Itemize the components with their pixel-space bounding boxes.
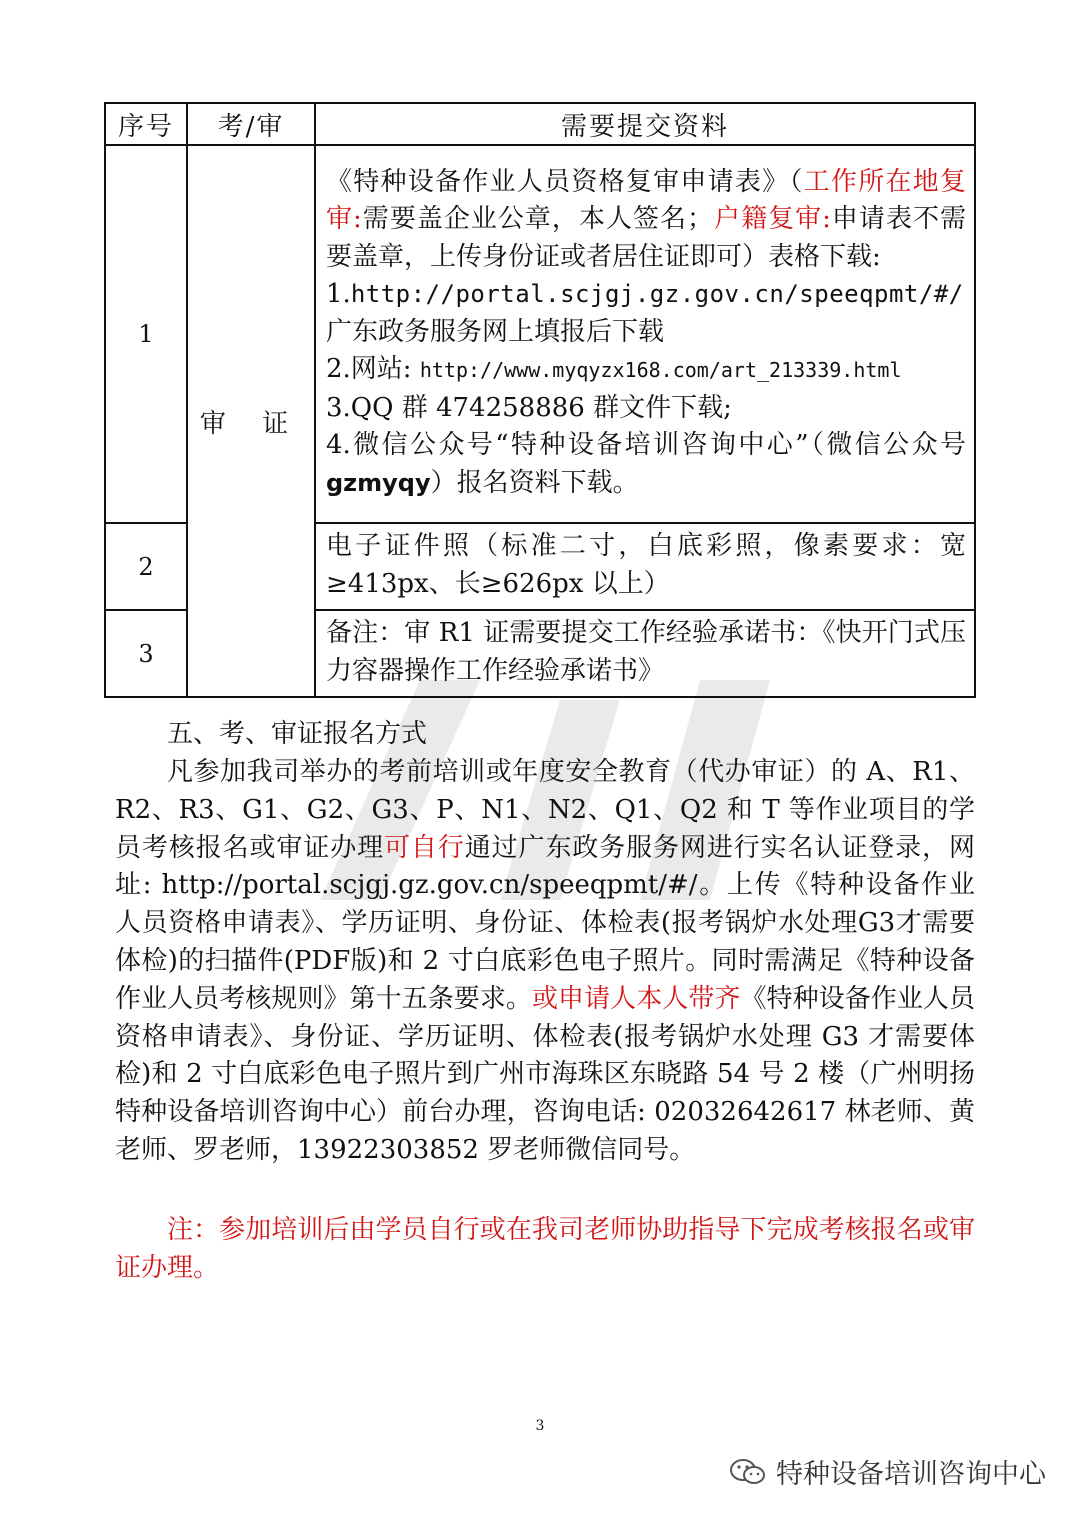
row-content — [315, 145, 975, 523]
wechat-icon — [728, 1457, 768, 1487]
row-content: 备注：审 R1 证需要提交工作经验承诺书：《快开门式压力容器操作工作经验承诺书》 — [315, 610, 975, 697]
item2-prefix: 2.网站: — [326, 354, 412, 385]
table-header-row — [105, 103, 975, 145]
header-kind: 考/审 — [187, 103, 315, 145]
para-red-1: 可自行 — [384, 832, 465, 863]
intro-red-1: 工作所在地复审: — [326, 166, 966, 235]
intro-text-3: 申请表不需要盖章，上传身份证或者居住证即可）表格下载: — [326, 204, 966, 272]
para-red-2: 或申请人本人带齐 — [531, 983, 741, 1014]
requirements-table — [104, 102, 976, 698]
item-3: 3.QQ 群 474258886 群文件下载; — [326, 392, 732, 423]
footer-source — [728, 1452, 1046, 1491]
item4-suffix: ）报名资料下载。 — [430, 467, 639, 498]
row-index: 1 — [105, 145, 187, 523]
para-text-3: 《特种设备作业人员资格申请表》、身份证、学历证明、体检表(报考锅炉水处理 G3 才需要体检)和 2 寸白底彩色电子照片到广州市海珠区东晓路 54 号 2 楼（广州明扬特种设备培训咨询中心）前台办理，咨询电话: 02032642617 林老师、黄老师、罗老师，13922303852 罗老师微信同号。 — [115, 983, 975, 1165]
intro-text-2: 需要盖企业公章，本人签名； — [361, 204, 714, 235]
intro-text: 《特种设备作业人员资格复审申请表》（ — [326, 166, 804, 197]
section5-note: 注：参加培训后由学员自行或在我司老师协助指导下完成考核报名或审证办理。 — [115, 1215, 975, 1283]
item1-prefix: 1. — [326, 279, 351, 310]
kind-cell: 审 证 — [187, 145, 315, 697]
portal-link[interactable]: http://portal.scjgj.gz.gov.cn/speeqpmt/#/ — [350, 280, 964, 309]
page-number: 3 — [535, 1418, 545, 1434]
wechat-id: gzmyqy — [326, 468, 431, 497]
row-index: 3 — [105, 610, 187, 697]
website-link[interactable]: http://www.myqyzx168.com/art_213339.html — [419, 358, 902, 383]
section-title — [115, 716, 975, 754]
para-text-1: 凡参加我司举办的考前培训或年度安全教育（代办审证）的 A、R1、R2、R3、G1、G2、G3、P、N1、N2、Q1、Q2 和 T 等作业项目的学员考核报名或审证办理 — [115, 757, 975, 863]
row1-intro — [326, 164, 966, 277]
item-4 — [326, 427, 966, 502]
intro-red-2: 户籍复审: — [713, 204, 831, 235]
footer-source-name: 特种设备培训咨询中心 — [776, 1459, 1046, 1490]
section5-heading: 五、考、审证报名方式 — [167, 719, 428, 749]
header-index: 序号 — [105, 103, 187, 145]
section5-paragraph — [115, 754, 975, 1170]
row-index: 2 — [105, 523, 187, 610]
item-1 — [326, 276, 966, 314]
item1-suffix: 广东政务服务网上填报后下载 — [326, 316, 665, 347]
para-text-2: 通过广东政务服务网进行实名认证登录，网址: http://portal.scjgj.gz.gov.cn/speeqpmt/#/。上传《特种设备作业人员资格申请表》、学历证明、身份证、体检表(报考锅炉水处理G3才需要体检)的扫描件(PDF版)和 2 寸白底彩色电子照片。同时需满足《特种设备作业人员考核规则》第十五条要求。 — [115, 832, 975, 1014]
item4-prefix: 4.微信公众号“特种设备培训咨询中心”（微信公众号 — [326, 430, 966, 461]
header-materials: 需要提交资料 — [315, 103, 975, 145]
item-2 — [326, 351, 966, 390]
row-content: 电子证件照（标准二寸，白底彩照，像素要求：宽≥413px、长≥626px 以上） — [315, 523, 975, 610]
table-row — [105, 145, 975, 523]
